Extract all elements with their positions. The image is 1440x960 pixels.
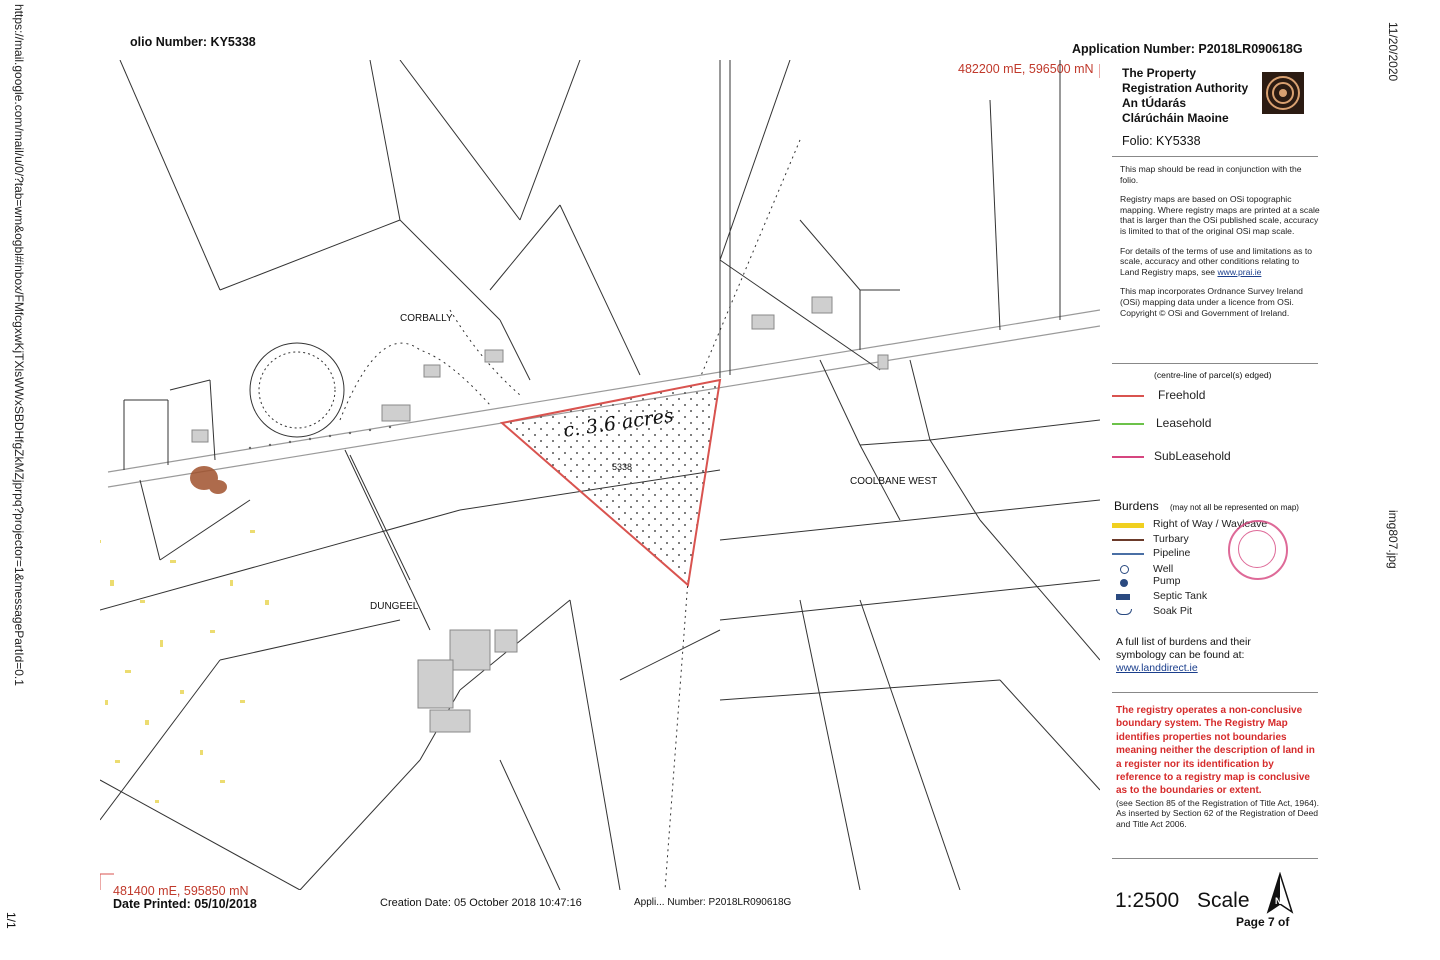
page-indicator: Page 7 of (1236, 915, 1290, 929)
prai-link[interactable]: www.prai.ie (1217, 266, 1262, 277)
legend-leasehold: Leasehold (1156, 416, 1212, 430)
legend-freehold: Freehold (1158, 388, 1206, 402)
stain-mark (190, 466, 227, 494)
burdens-title: Burdens (1114, 499, 1159, 513)
map-svg (100, 60, 1100, 890)
well-icon (1120, 565, 1129, 574)
leasehold-swatch (1112, 423, 1144, 425)
creation-date: Creation Date: 05 October 2018 10:47:16 (380, 897, 582, 909)
notice-terms: For details of the terms of use and limitations as to scale, accuracy and other conditions relating to Land Registry maps, see (1120, 245, 1313, 277)
burdens-subtitle: (may not all be represented on map) (1170, 503, 1299, 512)
page-count: 1/1 (4, 912, 18, 929)
notice-copyright: This map incorporates Ordnance Survey Ireland (OSi) mapping data under a licence from OSi. Copyright © OSi and Government of Ireland. (1120, 286, 1303, 318)
pipeline-swatch (1112, 553, 1144, 555)
footer-application-number: Appli... Number: P2018LR090618G (634, 897, 792, 908)
burden-pump: Pump (1153, 575, 1181, 587)
non-conclusive-notice: The registry operates a non-conclusive boundary system. The Registry Map identifies properties not boundaries meaning neither the description of land in a register nor its identification by reference to a registry map is conclusive as to the boundaries or extent. (1116, 705, 1315, 797)
place-label-corbally: CORBALLY (400, 313, 453, 324)
north-letter: N (1275, 896, 1282, 906)
authority-name-1: The Property (1122, 66, 1197, 80)
registry-stamp-icon (1228, 520, 1288, 580)
authority-name-2: Registration Authority (1122, 81, 1249, 95)
map-scale: 1:2500 (1115, 889, 1180, 912)
browser-url: https://mail.google.com/mail/u/0/?tab=wm&ogbl#inbox/FMfcgxwKjTXlsWWxSBDHfgZkMZjprpq?projector=1&messagePartId=0.1 (12, 4, 26, 686)
print-date: 11/20/2020 (1386, 22, 1400, 82)
notice-read-with-folio: This map should be read in conjunction with the folio. (1120, 164, 1302, 185)
handwritten-acreage: c. 3.6 acres (562, 404, 676, 442)
septic-tank-icon (1116, 594, 1130, 600)
dashed-boundaries (340, 140, 800, 890)
burdens-full-list: A full list of burdens and their symbology can be found at: (1116, 636, 1251, 661)
soak-pit-icon (1116, 609, 1132, 615)
panel-folio: Folio: KY5338 (1122, 134, 1201, 148)
north-arrow-icon (1262, 872, 1298, 916)
place-label-dungeel: DUNGEEL (370, 601, 419, 612)
circular-feature (250, 343, 344, 437)
bottom-left-coordinate: 481400 mE, 595850 mN (113, 884, 249, 898)
browser-url-margin (4, 0, 26, 960)
burden-soak-pit: Soak Pit (1153, 605, 1193, 617)
freehold-swatch (1112, 395, 1144, 397)
top-right-coordinate: 482200 mE, 596500 mN (958, 62, 1094, 76)
freehold-parcel (502, 380, 720, 585)
subleasehold-swatch (1112, 456, 1144, 458)
landdirect-link[interactable]: www.landdirect.ie (1116, 662, 1198, 674)
authority-name-4: Clárúcháin Maoine (1122, 111, 1229, 125)
authority-name-3: An tÚdarás (1122, 96, 1187, 110)
legend-subleasehold: SubLeasehold (1154, 449, 1231, 463)
yellow-speckles (100, 530, 269, 803)
folio-number-header: olio Number: KY5338 (130, 35, 256, 49)
burden-well: Well (1153, 563, 1174, 575)
date-printed: Date Printed: 05/10/2018 (113, 897, 257, 911)
turbary-swatch (1112, 539, 1144, 541)
legend-caption: (centre-line of parcel(s) edged) (1154, 370, 1272, 380)
burden-turbary: Turbary (1153, 533, 1189, 545)
notice-osi-mapping: Registry maps are based on OSi topographic mapping. Where registry maps are printed at a scale that is larger than the OSi published scale, accuracy is limited to that of the original OSi map scale. (1120, 194, 1320, 236)
scale-word: Scale (1197, 889, 1250, 912)
application-number-header: Application Number: P2018LR090618G (1072, 42, 1303, 56)
place-label-coolbane-west: COOLBANE WEST (850, 476, 938, 487)
burden-pipeline: Pipeline (1153, 547, 1191, 559)
burden-septic-tank: Septic Tank (1153, 590, 1208, 602)
burden-right-of-way: Right of Way / Wayleave (1153, 518, 1268, 530)
registry-map (100, 60, 1100, 890)
authority-logo-icon (1262, 72, 1304, 114)
section-85-reference: (see Section 85 of the Registration of Title Act, 1964). As inserted by Section 62 of the Registration of Deed and Title Act 2006. (1116, 797, 1320, 830)
parcel-number: 5338 (612, 462, 633, 472)
right-of-way-swatch (1112, 523, 1144, 528)
image-filename: img807.jpg (1386, 510, 1400, 569)
pump-icon (1120, 579, 1128, 587)
